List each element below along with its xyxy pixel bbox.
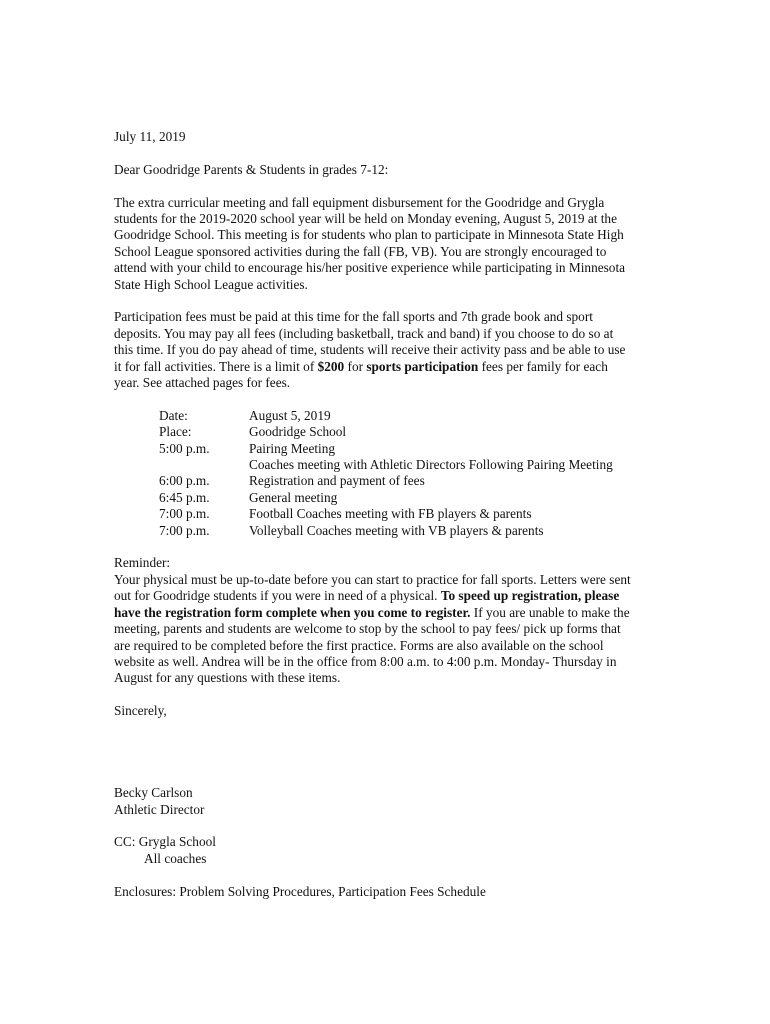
paragraph-line: August for any questions with these items. — [114, 670, 341, 686]
reminder-section — [114, 555, 659, 686]
signer-title: Athletic Director — [114, 801, 205, 817]
fee-limit-text: it for fall activities. There is a limit of — [114, 358, 318, 374]
paragraph-line: this time. If you do pay ahead of time, students will receive their activity pass and be able to use — [114, 342, 626, 358]
schedule-row — [159, 523, 659, 539]
schedule-row — [159, 457, 659, 473]
enclosures: Enclosures: Problem Solving Procedures, Participation Fees Schedule — [114, 883, 486, 899]
signer-name: Becky Carlson — [114, 785, 193, 801]
paragraph-line — [114, 605, 659, 621]
reminder-text: If you are unable to make the — [470, 604, 630, 620]
signature-block — [114, 785, 659, 818]
paragraph-line: Your physical must be up-to-date before you can start to practice for fall sports. Letters were sent — [114, 571, 631, 587]
paragraph-line: attend with your child to encourage his/her positive experience while participating in Minnesota — [114, 260, 626, 276]
schedule-time: 7:00 p.m. — [159, 522, 210, 538]
closing: Sincerely, — [114, 703, 167, 719]
paragraph-line: website as well. Andrea will be in the office from 8:00 a.m. to 4:00 p.m. Monday- Thursday in — [114, 653, 617, 669]
schedule-time: Date: — [159, 407, 188, 423]
paragraph-line: are required to be completed before the first practice. Forms are also available on the school — [114, 637, 604, 653]
paragraph-line: deposits. You may pay all fees (including basketball, track and band) if you choose to do so at — [114, 325, 614, 341]
reminder-emphasis: To speed up registration, please — [440, 588, 620, 604]
schedule-event: General meeting — [249, 489, 338, 505]
schedule-event: Registration and payment of fees — [249, 473, 425, 489]
reminder-heading: Reminder: — [114, 555, 171, 571]
schedule-row — [159, 441, 659, 457]
schedule-time: 6:00 p.m. — [159, 473, 210, 489]
schedule-time: Place: — [159, 424, 192, 440]
fee-limit-text: fees per family for each — [478, 358, 608, 374]
paragraph-line: Participation fees must be paid at this time for the fall sports and 7th grade book and sport — [114, 309, 593, 325]
cc-block — [114, 834, 659, 867]
fee-limit-text: for — [344, 358, 367, 374]
schedule-time: 7:00 p.m. — [159, 506, 210, 522]
paragraph-line: students for the 2019-2020 school year will be held on Monday evening, August 5, 2019 at the — [114, 211, 617, 226]
paragraph-line: School League sponsored activities during the fall (FB, VB). You are strongly encouraged to — [114, 243, 607, 259]
schedule-row — [159, 506, 659, 522]
paragraph-line — [114, 359, 659, 375]
schedule-time — [159, 457, 249, 473]
schedule-event: Coaches meeting with Athletic Directors Following Pairing Meeting — [249, 457, 613, 473]
meeting-schedule — [159, 408, 659, 539]
paragraph-line: The extra curricular meeting and fall equipment disbursement for the Goodridge and Grygla — [114, 194, 605, 210]
paragraph-line: year. See attached pages for fees. — [114, 375, 291, 391]
salutation: Dear Goodridge Parents & Students in grades 7-12: — [114, 161, 389, 177]
paragraph-line: State High School League activities. — [114, 276, 308, 292]
schedule-time: 6:45 p.m. — [159, 489, 210, 505]
schedule-time: 5:00 p.m. — [159, 440, 210, 456]
paragraph-line: meeting, parents and students are welcome to stop by the school to pay fees/ pick up forms that — [114, 621, 621, 637]
reminder-emphasis: have the registration form complete when you come to register. — [114, 604, 471, 620]
fee-limit-amount: $200 — [317, 358, 345, 374]
letter-date: July 11, 2019 — [114, 129, 186, 144]
schedule-row — [159, 408, 659, 424]
schedule-row — [159, 490, 659, 506]
schedule-event: Goodridge School — [249, 424, 347, 440]
reminder-text: out for Goodridge students if you were in need of a physical. — [114, 588, 441, 604]
schedule-event: August 5, 2019 — [249, 407, 331, 423]
cc-line: CC: Grygla School — [114, 834, 216, 850]
letter-body — [114, 129, 659, 900]
cc-line: All coaches — [144, 850, 207, 866]
schedule-event: Football Coaches meeting with FB players & parents — [249, 506, 532, 522]
paragraph-fees — [114, 309, 659, 391]
paragraph-line — [114, 588, 659, 604]
fee-limit-scope: sports participation — [366, 358, 479, 374]
schedule-row — [159, 473, 659, 489]
paragraph-line: Goodridge School. This meeting is for students who plan to participate in Minnesota State High — [114, 227, 624, 243]
schedule-row — [159, 424, 659, 440]
paragraph-meeting-info — [114, 195, 659, 293]
schedule-event: Volleyball Coaches meeting with VB players & parents — [249, 522, 544, 538]
schedule-event: Pairing Meeting — [249, 440, 336, 456]
